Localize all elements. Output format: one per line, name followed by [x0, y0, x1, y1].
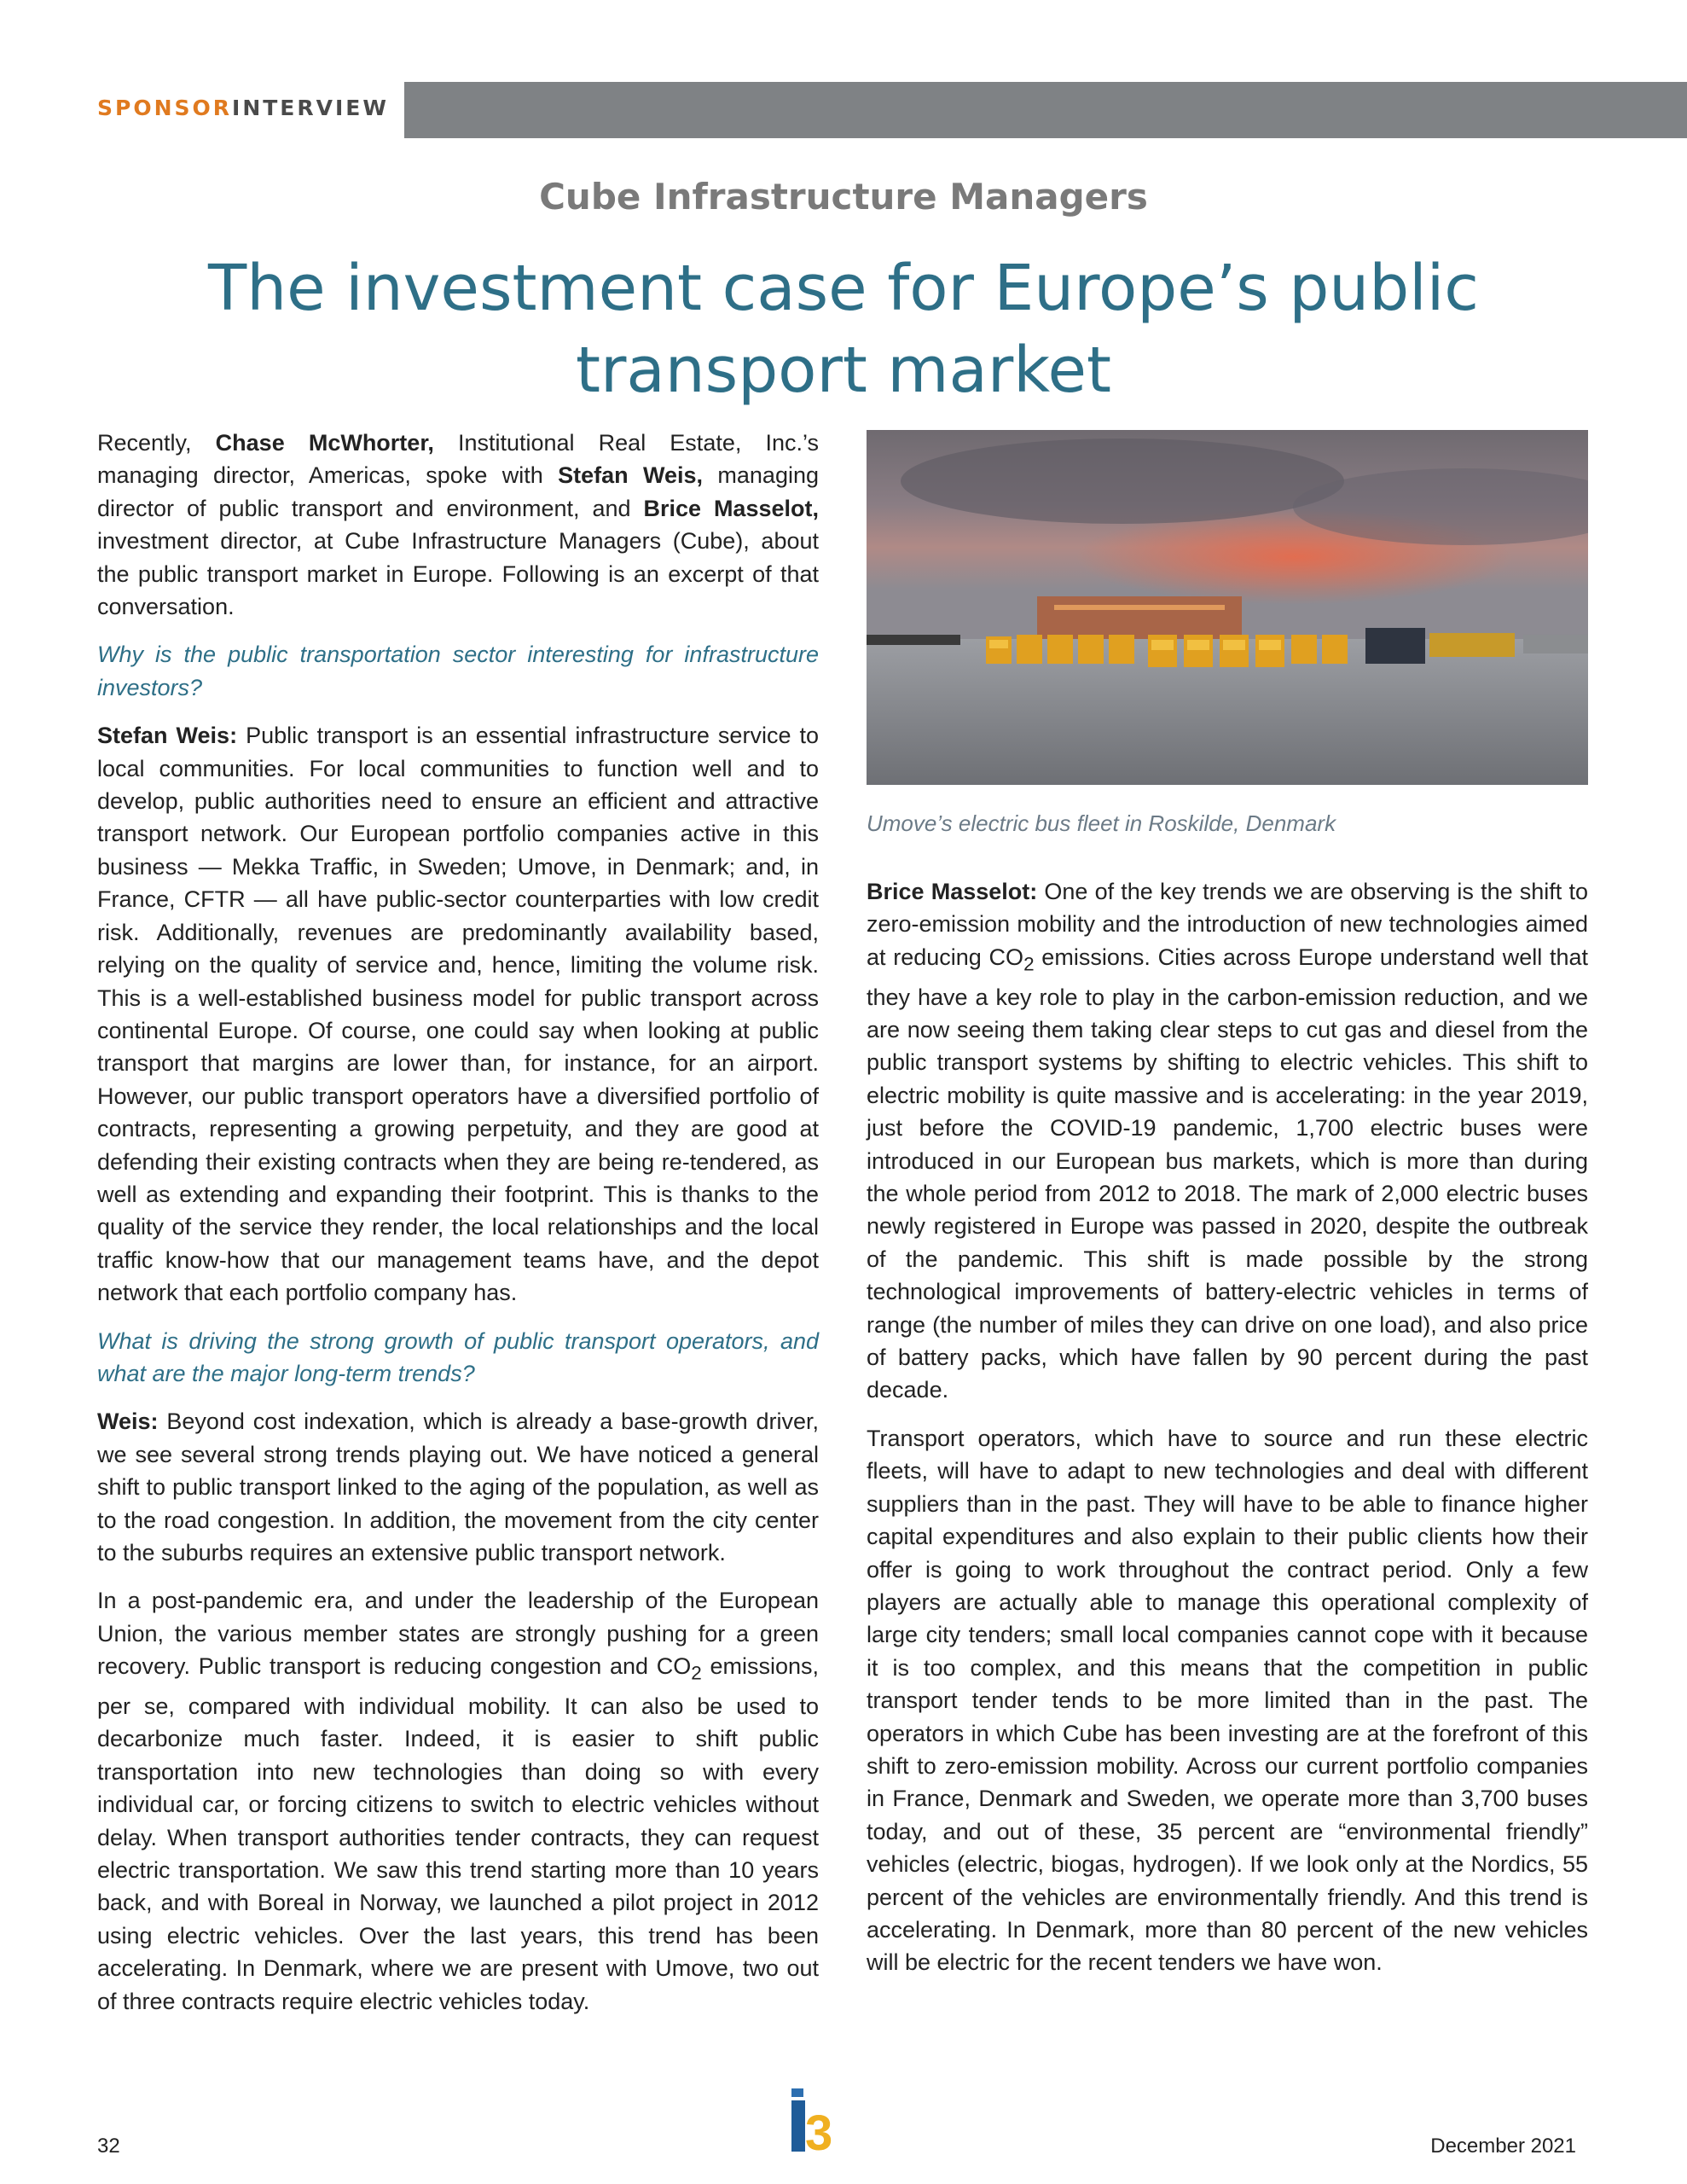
issue-date: December 2021	[1430, 2135, 1576, 2158]
header-bar	[404, 82, 1687, 138]
page-number: 32	[97, 2135, 120, 2158]
right-column	[867, 875, 1588, 1995]
section-label-interview: INTERVIEW	[232, 96, 389, 120]
section-label-sponsor: SPONSOR	[97, 96, 233, 120]
answer-3: Brice Masselot: One of the key trends we are observing is the shift to zero-emission mobility and the introduction of new technologies aimed at reducing $CO_2$ emissions. Cities across Europe understand well that they have a key role to play in the carbon-emission reduction, and we are now seeing them taking clear steps to cut gas and diesel from the public transport systems by shifting to electric vehicles. This shift to electric mobility is quite massive and is accelerating: in the year 2019, just before the COVID-19 pandemic, 1,700 electric buses were introduced in our European bus markets, which is more than during the whole period from 2012 to 2018. The mark of 2,000 electric buses newly registered in Europe was passed in 2020, despite the outbreak of the pandemic. This shift is made possible by the strong technological improvements of battery-electric vehicles in terms of range (the number of miles they can drive on one load), and also price of battery packs, which have fallen by 90 percent during the past decade.	[867, 879, 1588, 1403]
answer-1: Stefan Weis: Public transport is an essential infrastructure service to local communities. For local communities to function well and to develop, public authorities need to ensure an efficient and attractive transport network. Our European portfolio companies active in this business — Mekka Traffic, in Sweden; Umove, in Denmark; and, in France, CFTR — all have public-sector counterparties with low credit risk. Additionally, revenues are predominantly availability based, relying on the quality of service and, hence, limiting the volume risk. This is a well-established business model for public transport across continental Europe. Of course, one could say when looking at public transport that margins are lower than, for instance, for an airport. However, our public transport operators have a diversified portfolio of contracts, representing a growing perpetuity, and they are good at defending their existing contracts when they are being re-tendered, as well as extending and expanding their footprint. This is thanks to the quality of the service they render, the local relationships and the local traffic know-how that our management teams have, and the depot network that each portfolio company has.	[97, 723, 819, 1306]
question-1: Why is the public transportation sector interesting for infrastructure investors?	[97, 642, 819, 700]
paragraph-3: In a post-pandemic era, and under the leadership of the European Union, the various member states are strongly pushing for a green recovery. Public transport is reducing congestion and $CO_2$ emissions, per se, compared with individual mobility. It can also be used to decarbonize much faster. Indeed, it is easier to shift public transportation into new technologies than doing so with every individual car, or forcing citizens to switch to electric vehicles without delay. When transport authorities tender contracts, they can request electric transportation. We saw this trend starting more than 10 years back, and with Boreal in Norway, we launched a pilot project in 2012 using electric vehicles. Over the last years, this trend has been accelerating. In Denmark, where we are present with Umove, two out of three contracts require electric vehicles today.	[97, 1588, 820, 2014]
left-column	[97, 427, 819, 2033]
svg-text:3: 3	[805, 2106, 833, 2157]
answer-2: Weis: Beyond cost indexation, which is already a base-growth driver, we see several strong trends playing out. We have noticed a general shift to public transport linked to the aging of the population, as well as to the road congestion. In addition, the movement from the city center to the suburbs requires an extensive public transport network.	[97, 1409, 819, 1565]
i3-logo-icon	[788, 2088, 836, 2157]
company-name: Cube Infrastructure Managers	[539, 176, 1148, 218]
paragraph-5: Transport operators, which have to source and run these electric fleets, will have to adapt to new technologies and deal with different suppliers than in the past. They will have to be able to finance higher capital expenditures and also explain to their public clients how their offer is going to work throughout the contract period. Only a few players are actually able to manage this operational complexity of large city tenders; small local companies cannot cope with it because it is too complex, and this means that the competition in public transport tender tends to be more limited than in the past. The operators in which Cube has been investing are at the forefront of this shift to zero-emission mobility. Across our current portfolio companies in France, Denmark and Sweden, we operate more than 3,700 buses today, and out of these, 35 percent are “environmental friendly” vehicles (electric, biogas, hydrogen). If we look only at the Nordics, 55 percent of the vehicles are environmentally friendly. And this trend is accelerating. In Denmark, more than 80 percent of the new vehicles will be electric for the recent tenders we have won.	[867, 1425, 1588, 1976]
article-title: The investment case for Europe’s public transport market	[208, 252, 1479, 407]
section-label	[97, 96, 389, 120]
bus-fleet-photo	[867, 430, 1588, 785]
photo-caption: Umove’s electric bus fleet in Roskilde, Denmark	[867, 810, 1336, 836]
question-2: What is driving the strong growth of public transport operators, and what are the major long-term trends?	[97, 1327, 819, 1386]
bus-fleet-photo-image	[867, 430, 1588, 785]
intro-paragraph: Recently, Chase McWhorter, Institutional Real Estate, Inc.’s managing director, Americas, spoke with Stefan Weis, managing director of public transport and environment, and Brice Masselot, investment director, at Cube Infrastructure Managers (Cube), about the public transport market in Europe. Following is an excerpt of that conversation.	[97, 430, 819, 620]
